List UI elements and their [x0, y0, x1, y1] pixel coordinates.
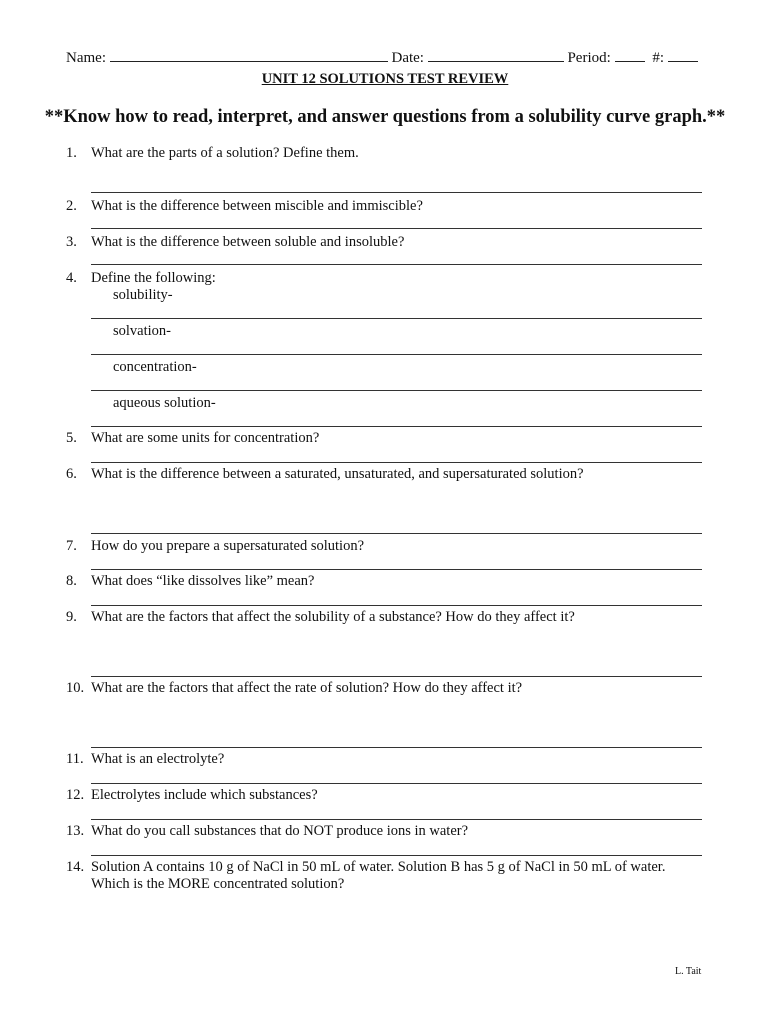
- question-3: 3. What is the difference between soluble and insoluble?: [66, 234, 405, 250]
- definition-solubility: solubility-: [113, 287, 173, 303]
- answer-line: [91, 426, 702, 427]
- question-6: 6. What is the difference between a saturated, unsaturated, and supersaturated solution?: [66, 466, 584, 482]
- question-5: 5. What are some units for concentration?: [66, 430, 320, 446]
- answer-line: [91, 747, 702, 748]
- period-blank: [615, 47, 645, 62]
- definition-aqueous-solution: aqueous solution-: [113, 395, 216, 411]
- name-label: Name:: [66, 50, 106, 66]
- question-1: 1. What are the parts of a solution? Define them.: [66, 145, 359, 161]
- question-4: 4. Define the following:: [66, 270, 216, 286]
- date-label: Date:: [391, 50, 424, 66]
- answer-line: [91, 569, 702, 570]
- period-label: Period:: [567, 50, 611, 66]
- definition-concentration: concentration-: [113, 359, 197, 375]
- number-label: #:: [652, 50, 664, 66]
- answer-line: [91, 533, 702, 534]
- answer-line: [91, 783, 702, 784]
- answer-line: [91, 228, 702, 229]
- worksheet-title: UNIT 12 SOLUTIONS TEST REVIEW: [261, 71, 509, 87]
- question-9: 9. What are the factors that affect the solubility of a substance? How do they affect it?: [66, 609, 575, 625]
- answer-line: [91, 354, 702, 355]
- answer-line: [91, 855, 702, 856]
- question-2: 2. What is the difference between miscible and immiscible?: [66, 198, 423, 214]
- answer-line: [91, 462, 702, 463]
- number-blank: [668, 47, 698, 62]
- answer-line: [91, 192, 702, 193]
- question-13: 13. What do you call substances that do NOT produce ions in water?: [66, 823, 469, 839]
- question-7: 7. How do you prepare a supersaturated solution?: [66, 538, 365, 554]
- answer-line: [91, 819, 702, 820]
- answer-line: [91, 605, 702, 606]
- definition-solvation: solvation-: [113, 323, 171, 339]
- answer-line: [91, 318, 702, 319]
- question-10: 10. What are the factors that affect the rate of solution? How do they affect it?: [66, 680, 523, 696]
- answer-line: [91, 390, 702, 391]
- question-14-line-2: Which is the MORE concentrated solution?: [91, 876, 345, 892]
- author-footer: L. Tait: [675, 966, 702, 977]
- question-12: 12. Electrolytes include which substances?: [66, 787, 318, 803]
- answer-line: [91, 676, 702, 677]
- answer-line: [91, 264, 702, 265]
- question-8: 8. What does “like dissolves like” mean?: [66, 573, 315, 589]
- name-blank: [110, 47, 388, 62]
- instruction-headline: **Know how to read, interpret, and answer questions from a solubility curve graph.**: [44, 107, 726, 127]
- header-fields: [66, 47, 698, 67]
- question-14: 14. Solution A contains 10 g of NaCl in 50 mL of water. Solution B has 5 g of NaCl in 50 mL of water.: [66, 859, 666, 875]
- date-blank: [428, 47, 564, 62]
- question-11: 11. What is an electrolyte?: [66, 751, 225, 767]
